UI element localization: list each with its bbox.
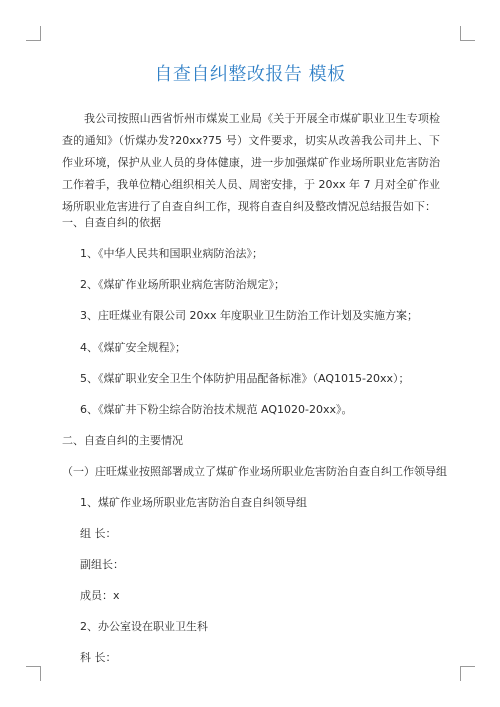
deputy-leader-line: 副组长：	[80, 558, 124, 571]
subsection-leadership-group: （一）庄旺煤业按照部署成立了煤矿作业场所职业危害防治自查自纠工作领导组	[62, 465, 447, 478]
basis-item-1: 1、《中华人民共和国职业病防治法》；	[80, 247, 263, 260]
basis-item-6: 6、《煤矿井下粉尘综合防治技术规范 AQ1020-20xx》。	[80, 403, 353, 416]
section-heading-main-situation: 二、自查自纠的主要情况	[62, 434, 183, 447]
crop-mark-bottom-right	[460, 666, 475, 681]
intro-paragraph-block	[62, 108, 440, 218]
basis-item-2: 2、《煤矿作业场所职业病危害防治规定》；	[80, 278, 285, 291]
members-line: 成员：x	[80, 589, 120, 602]
crop-mark-bottom-left	[26, 666, 41, 681]
intro-paragraph: 我公司按照山西省忻州市煤炭工业局《关于开展全市煤矿职业卫生专项检查的通知》（忻煤办发?20xx?75 号）文件要求，切实从改善我公司井上、下作业环境，保护从业人员的身体健康，进一步加强煤矿作业场所职业危害防治工作着手，我单位精心组织相关人员、周密安排，于 20xx 年 7 月对全矿作业场所职业危害进行了自查自纠工作，现将自查自纠及整改情况总结报告如下：	[62, 112, 440, 213]
office-line: 2、办公室设在职业卫生科	[80, 620, 208, 633]
basis-item-3: 3、庄旺煤业有限公司 20xx 年度职业卫生防治工作计划及实施方案；	[80, 309, 419, 322]
crop-mark-top-left	[26, 26, 41, 41]
crop-mark-top-right	[460, 26, 475, 41]
document-title: 自查自纠整改报告 模板	[154, 64, 346, 85]
group-leader-line: 组 长：	[80, 527, 117, 540]
section-chief-line: 科 长：	[80, 651, 117, 664]
basis-item-4: 4、《煤矿安全规程》；	[80, 341, 186, 354]
section-heading-basis: 一、自查自纠的依据	[62, 216, 161, 229]
basis-item-5: 5、《煤矿职业安全卫生个体防护用品配备标准》（AQ1015-20xx）；	[80, 372, 410, 385]
leadership-group-heading: 1、煤矿作业场所职业危害防治自查自纠领导组	[80, 496, 307, 509]
